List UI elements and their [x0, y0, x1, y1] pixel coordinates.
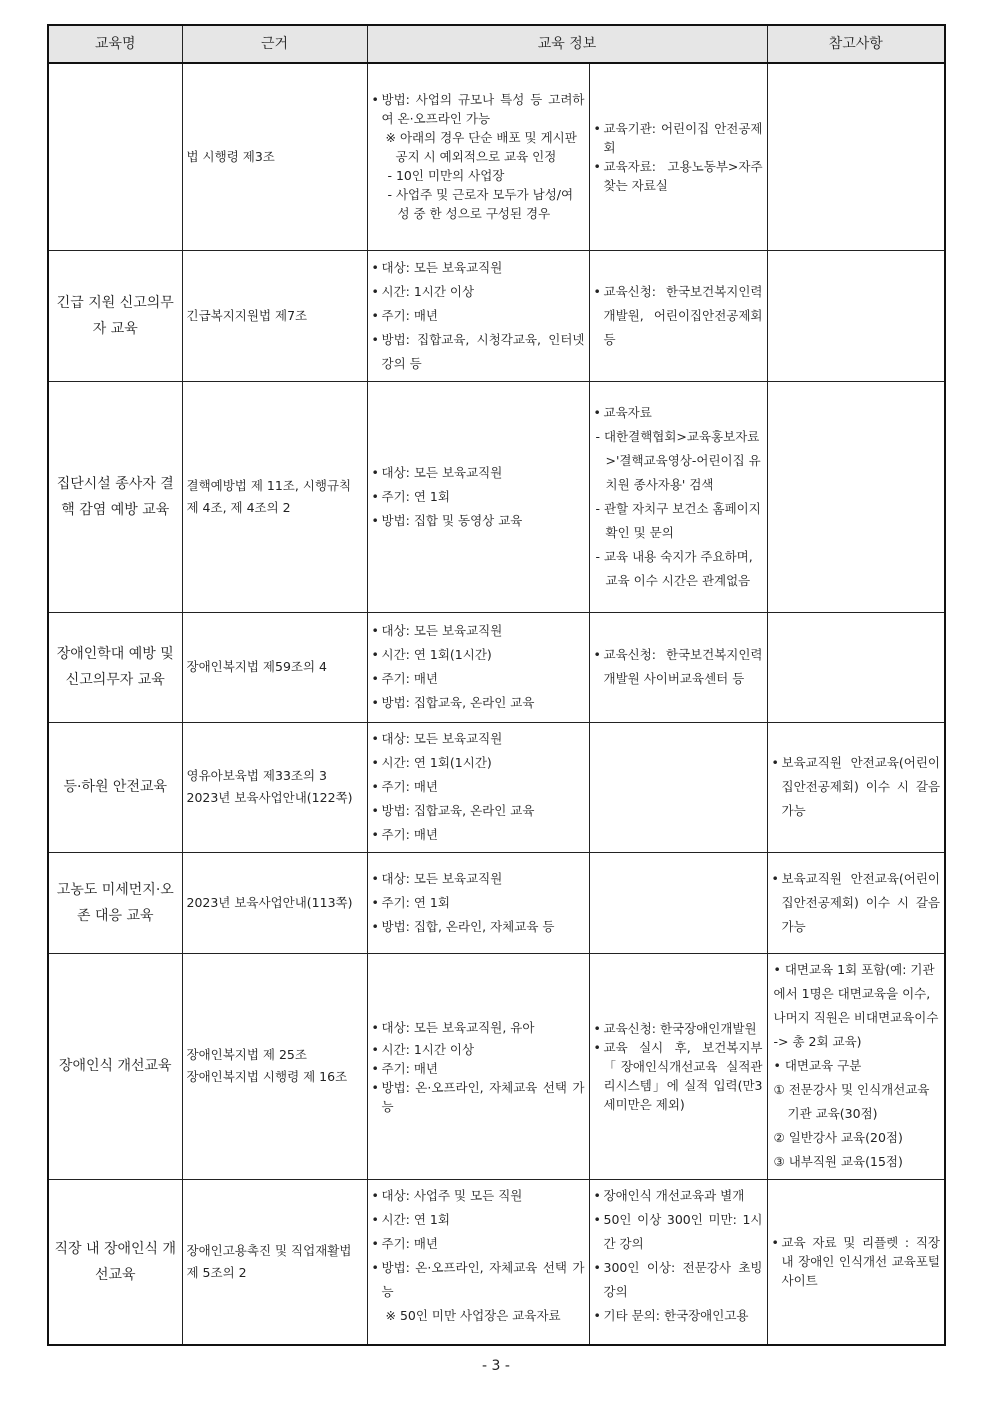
row-name: 집단시설 종사자 결핵 감염 예방 교육 — [48, 381, 182, 612]
detail-item: • 방법: 집합, 온라인, 자체교육 등 — [372, 915, 585, 939]
header-notes: 참고사항 — [767, 25, 945, 63]
row-resources — [589, 381, 767, 612]
detail-item: • 방법: 집합 및 동영상 교육 — [372, 509, 585, 533]
row-details — [367, 250, 589, 381]
note-item: • 교육 자료 및 리플렛 : 직장 내 장애인 인식개선 교육포털 사이트 — [772, 1233, 941, 1290]
row-name: 장애인식 개선교육 — [48, 953, 182, 1179]
basis-line: 영유아보육법 제33조의 3 — [186, 768, 327, 783]
detail-item: - 사업주 및 근로자 모두가 남성/여성 중 한 성으로 구성된 경우 — [387, 187, 574, 222]
resource-item: • 교육 실시 후, 보건복지부 「장애인식개선교육 실적관리시스템」에 실적 입력(만3세미만은 제외) — [594, 1038, 763, 1114]
row-resources — [589, 63, 767, 250]
detail-item: • 대상: 모든 보육교직원 — [372, 461, 585, 485]
row-basis: 긴급복지지원법 제7조 — [182, 250, 367, 381]
detail-item: • 주기: 연 1회 — [372, 891, 585, 915]
detail-item: • 방법: 온·오프라인, 자체교육 선택 가능 — [372, 1078, 585, 1116]
detail-item: • 대상: 모든 보육교직원 — [372, 867, 585, 891]
row-resources — [589, 953, 767, 1179]
row-details — [367, 852, 589, 953]
detail-item: • 주기: 매년 — [372, 1232, 585, 1256]
table-row — [48, 852, 945, 953]
row-basis — [182, 953, 367, 1179]
row-basis: 법 시행령 제3조 — [182, 63, 367, 250]
detail-item: • 방법: 온·오프라인, 자체교육 선택 가능 — [372, 1256, 585, 1304]
note-item: • 대면교육 1회 포함(예: 기관에서 1명은 대면교육을 이수, 나머지 직원은 비대면교육이수 -> 총 2회 교육) — [773, 962, 939, 1049]
row-name: 장애인학대 예방 및 신고의무자 교육 — [48, 612, 182, 722]
resource-item: • 교육신청: 한국보건복지인력개발원, 어린이집안전공제회 등 — [594, 280, 763, 352]
resource-item: • 교육신청: 한국장애인개발원 — [594, 1019, 763, 1038]
resource-item: • 300인 이상: 전문강사 초빙 강의 — [594, 1256, 763, 1304]
row-basis: 2023년 보육사업안내(113쪽) — [182, 852, 367, 953]
table-row — [48, 953, 945, 1179]
resource-item: - 관할 자치구 보건소 홈페이지 확인 및 문의 — [595, 500, 761, 540]
resource-item: • 장애인식 개선교육과 별개 — [594, 1184, 763, 1208]
row-details — [367, 1179, 589, 1345]
header-info: 교육 정보 — [367, 25, 767, 63]
row-name: 긴급 지원 신고의무자 교육 — [48, 250, 182, 381]
row-basis: 장애인고용촉진 및 직업재활법 제 5조의 2 — [182, 1179, 367, 1345]
resource-item: • 교육자료: 고용노동부>자주 찾는 자료실 — [594, 157, 763, 195]
detail-item: • 대상: 모든 보육교직원, 유아 — [372, 1016, 585, 1040]
row-resources — [589, 852, 767, 953]
row-resources — [589, 722, 767, 852]
detail-item: • 주기: 매년 — [372, 1059, 585, 1078]
row-notes — [767, 63, 945, 250]
row-name — [48, 63, 182, 250]
row-details — [367, 953, 589, 1179]
detail-item: ※ 50인 미만 사업장은 교육자료 — [385, 1307, 561, 1323]
row-notes — [767, 612, 945, 722]
resource-item: • 교육자료 — [594, 401, 763, 425]
note-item: ③ 내부직원 교육(15점) — [773, 1154, 903, 1169]
detail-item: • 대상: 모든 보육교직원 — [372, 619, 585, 643]
detail-item: • 방법: 사업의 규모나 특성 등 고려하여 온·오프라인 가능 — [372, 90, 585, 128]
header-row — [48, 25, 945, 63]
resource-item: - 교육 내용 숙지가 주요하며, 교육 이수 시간은 관계없음 — [595, 548, 753, 588]
row-resources — [589, 1179, 767, 1345]
detail-item: • 시간: 1시간 이상 — [372, 1040, 585, 1059]
page-number: - 3 - — [482, 1358, 510, 1374]
row-name: 직장 내 장애인식 개선교육 — [48, 1179, 182, 1345]
education-table — [47, 24, 946, 1346]
detail-item: • 주기: 매년 — [372, 823, 585, 847]
table-row — [48, 1179, 945, 1345]
row-name: 등·하원 안전교육 — [48, 722, 182, 852]
detail-item: • 대상: 모든 보육교직원 — [372, 256, 585, 280]
row-notes — [767, 953, 945, 1179]
row-notes — [767, 852, 945, 953]
table-row — [48, 250, 945, 381]
row-resources — [589, 250, 767, 381]
detail-item: • 방법: 집합교육, 온라인 교육 — [372, 691, 585, 715]
resource-item: - 대한결핵협회>교육홍보자료>'결핵교육영상-어린이집 유치원 종사자용' 검색 — [595, 428, 761, 492]
resource-item: • 50인 이상 300인 미만: 1시간 강의 — [594, 1208, 763, 1256]
header-basis: 근거 — [182, 25, 367, 63]
detail-item: • 주기: 매년 — [372, 667, 585, 691]
row-notes — [767, 381, 945, 612]
note-item: • 보육교직원 안전교육(어린이집안전공제회) 이수 시 갈음 가능 — [772, 751, 941, 823]
detail-item: • 대상: 사업주 및 모든 직원 — [372, 1184, 585, 1208]
note-item: ② 일반강사 교육(20점) — [773, 1130, 903, 1145]
resource-item: • 교육신청: 한국보건복지인력개발원 사이버교육센터 등 — [594, 643, 763, 691]
detail-item: • 주기: 매년 — [372, 775, 585, 799]
table-row — [48, 63, 945, 250]
basis-line: 장애인복지법 시행령 제 16조 — [186, 1069, 348, 1084]
row-basis: 결핵예방법 제 11조, 시행규칙 제 4조, 제 4조의 2 — [182, 381, 367, 612]
table-row — [48, 722, 945, 852]
detail-item: ※ 아래의 경우 단순 배포 및 게시판 공지 시 예외적으로 교육 인정 — [385, 130, 577, 165]
detail-item: • 시간: 연 1회(1시간) — [372, 751, 585, 775]
row-details — [367, 722, 589, 852]
detail-item: • 대상: 모든 보육교직원 — [372, 727, 585, 751]
note-item: • 대면교육 구분 — [773, 1058, 862, 1073]
resource-item: • 교육기관: 어린이집 안전공제회 — [594, 119, 763, 157]
row-basis — [182, 722, 367, 852]
row-notes — [767, 250, 945, 381]
row-details — [367, 381, 589, 612]
row-resources — [589, 612, 767, 722]
note-item: ① 전문강사 및 인식개선교육기관 교육(30점) — [773, 1082, 930, 1121]
detail-item: • 주기: 연 1회 — [372, 485, 585, 509]
row-basis: 장애인복지법 제59조의 4 — [182, 612, 367, 722]
resource-item: • 기타 문의: 한국장애인고용 — [594, 1304, 763, 1328]
basis-line: 장애인복지법 제 25조 — [186, 1047, 307, 1062]
row-details — [367, 63, 589, 250]
detail-item: • 방법: 집합교육, 시청각교육, 인터넷 강의 등 — [372, 328, 585, 376]
detail-item: • 주기: 매년 — [372, 304, 585, 328]
row-notes — [767, 722, 945, 852]
note-item: • 보육교직원 안전교육(어린이집안전공제회) 이수 시 갈음 가능 — [772, 867, 941, 939]
row-details — [367, 612, 589, 722]
detail-item: • 방법: 집합교육, 온라인 교육 — [372, 799, 585, 823]
table-row — [48, 612, 945, 722]
detail-item: - 10인 미만의 사업장 — [387, 168, 505, 184]
header-name: 교육명 — [48, 25, 182, 63]
detail-item: • 시간: 연 1회(1시간) — [372, 643, 585, 667]
row-notes — [767, 1179, 945, 1345]
detail-item: • 시간: 1시간 이상 — [372, 280, 585, 304]
basis-line: 2023년 보육사업안내(122쪽) — [186, 790, 353, 805]
table-row — [48, 381, 945, 612]
detail-item: • 시간: 연 1회 — [372, 1208, 585, 1232]
row-name: 고농도 미세먼지·오존 대응 교육 — [48, 852, 182, 953]
